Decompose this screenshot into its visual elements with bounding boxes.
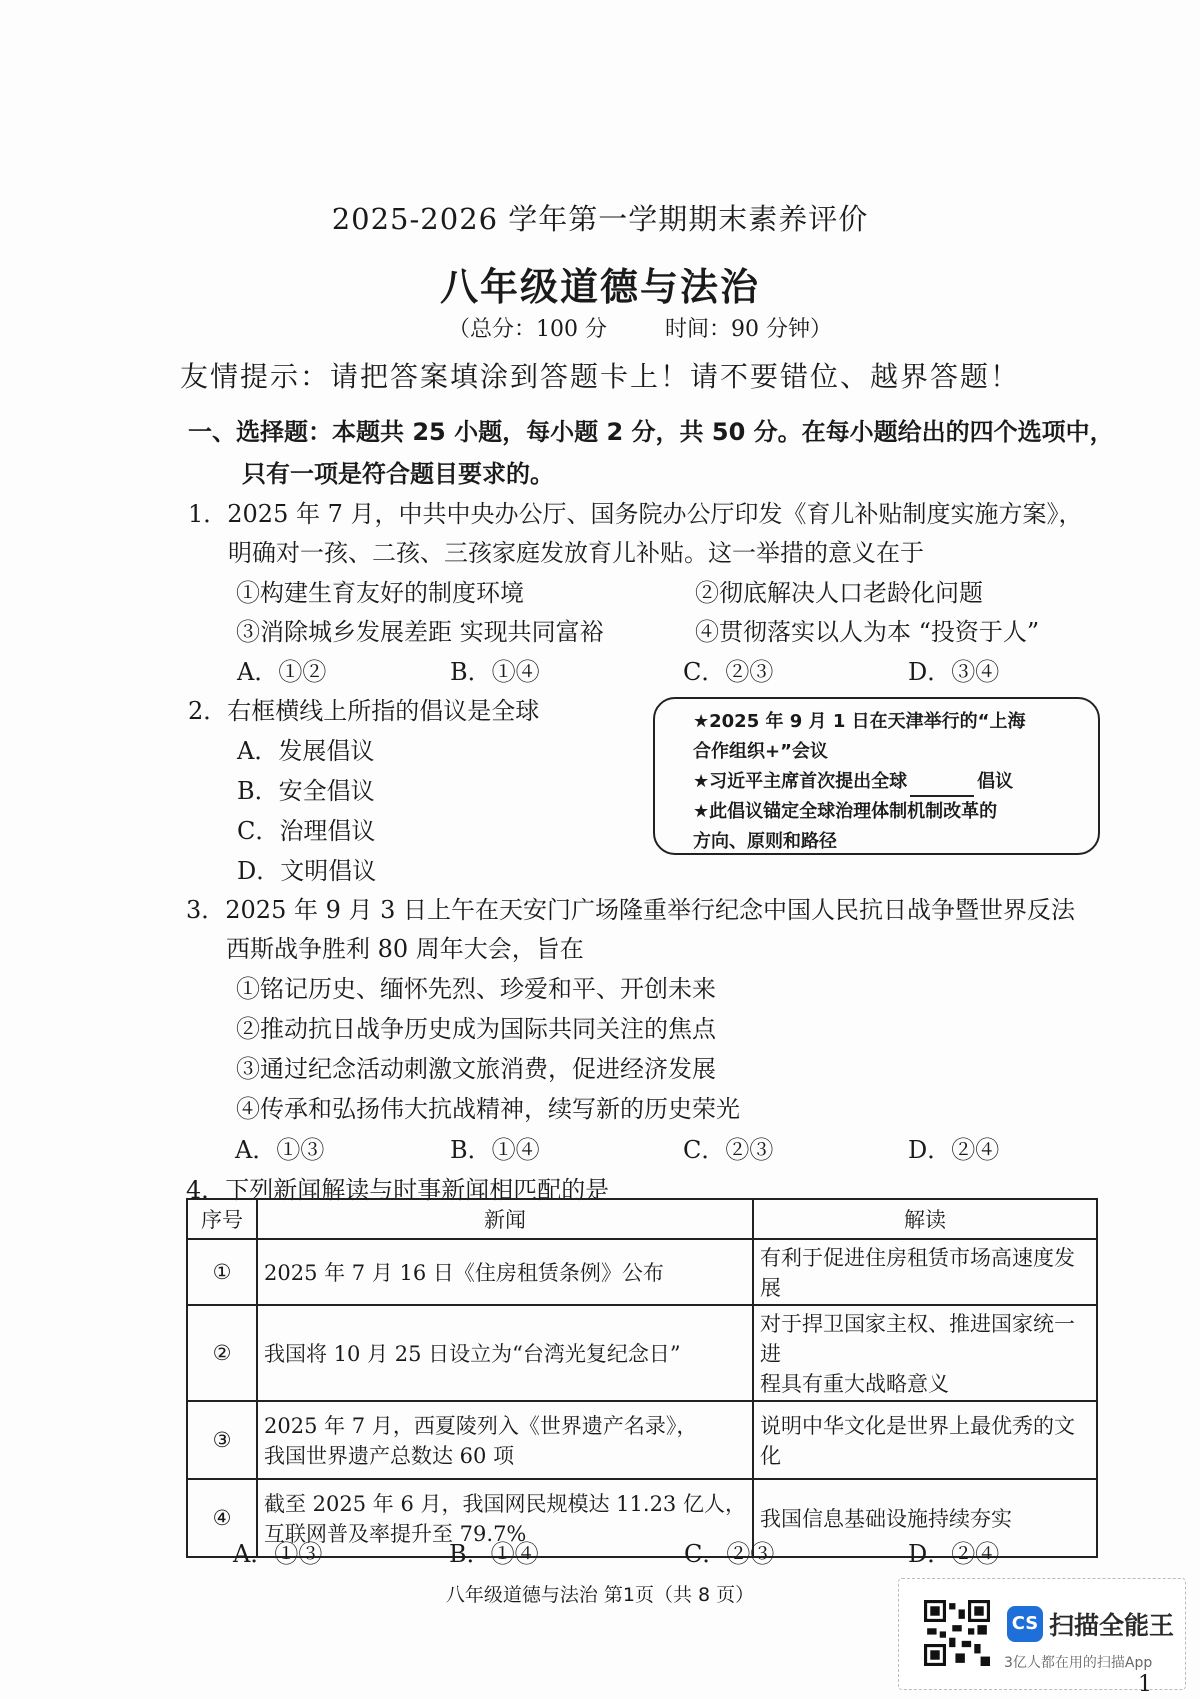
row-index: ④ (187, 1479, 257, 1557)
friendly-tip: 友情提示：请把答案填涂到答题卡上！请不要错位、越界答题！ (179, 360, 1020, 393)
row-read-line1: 有利于促进住房租赁市场高速度发展 (760, 1246, 1075, 1300)
row-news-line1: 2025 年 7 月，西夏陵列入《世界遗产名录》， (264, 1414, 698, 1438)
exam-meta (448, 312, 890, 343)
q3-item-2: ②推动抗日战争历史成为国际共同关注的焦点 (236, 1015, 716, 1043)
q1-stem-line2: 明确对一孩、二孩、三孩家庭发放育儿补贴。这一举措的意义在于 (228, 539, 924, 567)
q1-option-d: D．③④ (908, 658, 1000, 686)
q2-box-line4: ★此倡议锚定全球治理体制机制改革的 (693, 801, 998, 822)
row-interpretation (753, 1305, 1097, 1401)
q2-stem: 2．右框横线上所指的倡议是全球 (188, 697, 540, 725)
q3-option-b: B．①④ (450, 1136, 540, 1164)
q2-option-a: A．发展倡议 (237, 737, 375, 765)
row-news-line1: 我国将 10 月 25 日设立为“台湾光复纪念日” (264, 1342, 681, 1366)
q2-box-line3-end: 倡议 (977, 771, 1014, 792)
q2-box-line2: 合作组织+”会议 (693, 741, 828, 762)
camscanner-logo-icon: CS (1007, 1606, 1043, 1642)
header-interpretation: 解读 (753, 1199, 1097, 1239)
q3-item-1: ①铭记历史、缅怀先烈、珍爱和平、开创未来 (236, 975, 716, 1003)
row-read-line1: 说明中华文化是世界上最优秀的文化 (760, 1414, 1075, 1468)
scanner-slogan: 3亿人都在用的扫描App (1004, 1655, 1153, 1671)
header-news: 新闻 (257, 1199, 753, 1239)
row-news-line2: 我国世界遗产总数达 60 项 (264, 1444, 515, 1468)
table-row (187, 1239, 1097, 1305)
q1-item-3: ③消除城乡发展差距 实现共同富裕 (236, 618, 604, 646)
q2-box-line3 (693, 767, 1088, 797)
q3-option-d: D．②④ (908, 1136, 1000, 1164)
row-news (257, 1239, 753, 1305)
q1-stem-line1: 1．2025 年 7 月，中共中央办公厅、国务院办公厅印发《育儿补贴制度实施方案》， (188, 500, 1083, 528)
section-heading-line2: 只有一项是符合题目要求的。 (242, 460, 554, 488)
q4-option-d: D．②④ (908, 1540, 1000, 1568)
q2-option-b: B．安全倡议 (237, 777, 375, 805)
row-news-line1: 2025 年 7 月 16 日《住房租赁条例》公布 (264, 1261, 664, 1285)
row-index: ③ (187, 1401, 257, 1479)
q1-option-a: A．①② (237, 658, 327, 686)
row-news-line1: 截至 2025 年 6 月，我国网民规模达 11.23 亿人， (264, 1492, 746, 1516)
row-read-line1: 我国信息基础设施持续夯实 (760, 1507, 1012, 1531)
q4-option-b: B．①④ (449, 1540, 539, 1568)
row-index: ② (187, 1305, 257, 1401)
header-index: 序号 (187, 1199, 257, 1239)
table-header-row (187, 1199, 1097, 1239)
page-number: 1 (1138, 1672, 1152, 1697)
q2-option-d: D．文明倡议 (237, 857, 377, 885)
table-row (187, 1401, 1097, 1479)
row-read-line1: 对于捍卫国家主权、推进国家统一进 (760, 1312, 1075, 1366)
exam-subject: 八年级道德与法治 (439, 265, 760, 309)
row-news (257, 1305, 753, 1401)
row-read-line2: 程具有重大战略意义 (760, 1372, 949, 1396)
q2-box-line1: ★2025 年 9 月 1 日在天津举行的“上海 (693, 711, 1026, 732)
page-footer: 八年级道德与法治 第1页（共 8 页） (445, 1584, 755, 1606)
section-heading-line1: 一、选择题：本题共 25 小题，每小题 2 分，共 50 分。在每小题给出的四个选项中， (188, 418, 1114, 446)
q3-item-3: ③通过纪念活动刺激文旅消费，促进经济发展 (236, 1055, 716, 1083)
q4-option-c: C．②③ (684, 1540, 775, 1568)
exam-title: 2025-2026 学年第一学期期末素养评价 (331, 202, 869, 236)
fill-blank (910, 775, 974, 797)
q3-item-4: ④传承和弘扬伟大抗战精神，续写新的历史荣光 (236, 1095, 740, 1123)
exam-time: 时间：90 分钟） (665, 317, 832, 342)
table-row (187, 1305, 1097, 1401)
q1-item-4: ④贯彻落实以人为本 “投资于人” (695, 618, 1040, 646)
row-interpretation (753, 1401, 1097, 1479)
q3-stem-line1: 3．2025 年 9 月 3 日上午在天安门广场隆重举行纪念中国人民抗日战争暨世界反法 (186, 896, 1076, 924)
q1-option-c: C．②③ (683, 658, 774, 686)
q4-stem: 4．下列新闻解读与时事新闻相匹配的是 (186, 1176, 610, 1204)
news-table (186, 1198, 1098, 1558)
qr-code-icon (924, 1600, 990, 1666)
q3-stem-line2: 西斯战争胜利 80 周年大会，旨在 (226, 935, 584, 963)
q3-option-a: A．①③ (235, 1136, 325, 1164)
row-news (257, 1401, 753, 1479)
q1-option-b: B．①④ (450, 658, 540, 686)
q4-option-a: A．①③ (233, 1540, 323, 1568)
scanner-brand: 扫描全能王 (1049, 1611, 1175, 1640)
q3-option-c: C．②③ (683, 1136, 774, 1164)
q1-item-1: ①构建生育友好的制度环境 (236, 579, 524, 607)
q2-box-line5: 方向、原则和路径 (693, 831, 837, 852)
q2-box-line3-text: ★习近平主席首次提出全球 (693, 771, 908, 792)
q2-info-box (653, 697, 1100, 855)
row-index: ① (187, 1239, 257, 1305)
row-news-line2: 互联网普及率提升至 79.7% (264, 1522, 527, 1546)
q2-option-c: C．治理倡议 (237, 817, 376, 845)
row-interpretation (753, 1239, 1097, 1305)
total-score: （总分：100 分 (448, 317, 607, 342)
q1-item-2: ②彻底解决人口老龄化问题 (695, 579, 983, 607)
